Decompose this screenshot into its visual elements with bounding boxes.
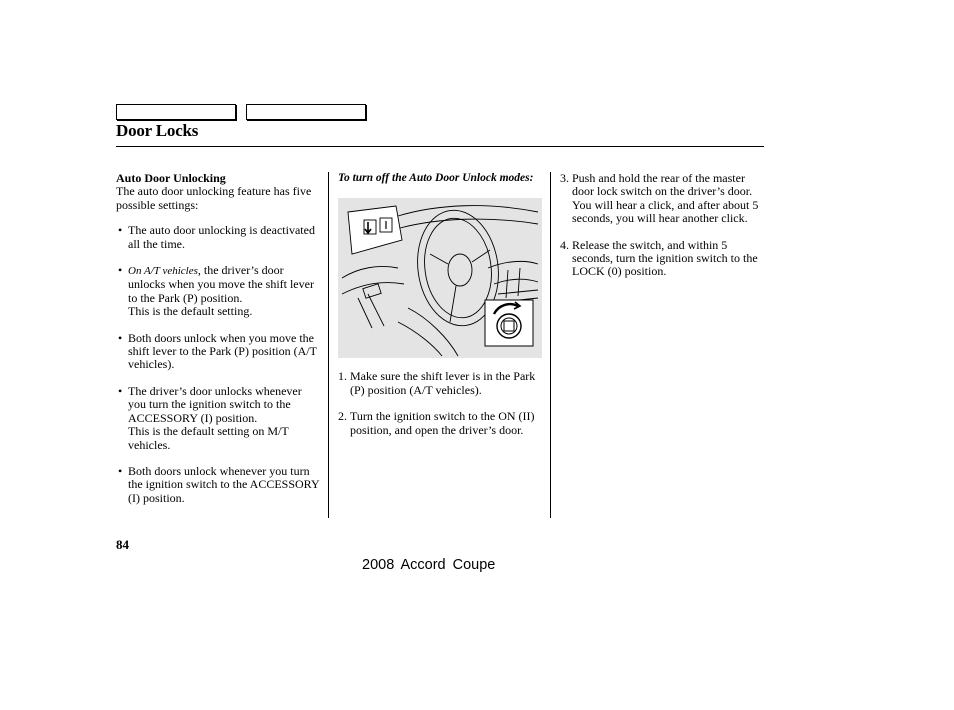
page-number: 84 bbox=[116, 537, 129, 552]
column-divider-2 bbox=[550, 172, 551, 518]
column-3 bbox=[560, 172, 764, 279]
step-number: 2. bbox=[338, 409, 347, 424]
list-item: • Both doors unlock whenever you turn the ignition switch to the ACCESSORY (I) position. bbox=[116, 465, 322, 505]
step-number: 3. bbox=[560, 171, 569, 185]
default-note: This is the default setting. bbox=[128, 304, 253, 319]
section-tab-2 bbox=[246, 104, 366, 120]
section-tab-1 bbox=[116, 104, 236, 120]
vehicle-qualifier: On A/T vehicles bbox=[128, 265, 198, 278]
step-number: 4. bbox=[560, 237, 569, 252]
list-item: • The driver’s door unlocks whenever you turn the ignition switch to the ACCESSORY (I) position. This is the default setting on M/T vehicles. bbox=[116, 385, 322, 452]
procedure-step: 2. Turn the ignition switch to the ON (II) position, and open the driver’s door. bbox=[338, 409, 535, 437]
footer-model-name: 2008 Accord Coupe bbox=[362, 557, 496, 573]
dashboard-illustration bbox=[338, 198, 542, 358]
section-heading: Auto Door Unlocking bbox=[116, 171, 226, 185]
intro-text: The auto door unlocking feature has five possible settings: bbox=[116, 184, 312, 212]
procedure-heading: To turn off the Auto Door Unlock modes: bbox=[338, 172, 534, 184]
dashboard-lock-switch-illustration bbox=[338, 198, 542, 358]
procedure-step: 3. Push and hold the rear of the master door lock switch on the driver’s door. You will hear a click, and after about 5 seconds, you will hear another click. bbox=[560, 171, 759, 226]
step-number: 1. bbox=[338, 369, 347, 384]
list-item: • Both doors unlock when you move the shift lever to the Park (P) position (A/T vehicles). bbox=[116, 332, 322, 372]
column-divider-1 bbox=[328, 172, 329, 518]
title-rule bbox=[116, 146, 764, 147]
page-title: Door Locks bbox=[116, 121, 199, 140]
default-note: This is the default setting on M/T vehicles. bbox=[128, 424, 289, 452]
column-1 bbox=[116, 172, 322, 505]
list-item: • On A/T vehicles, the driver’s door unlocks when you move the shift lever to the Park (P) position. This is the default setting. bbox=[116, 264, 322, 319]
column-2 bbox=[338, 172, 542, 437]
procedure-step: 1. Make sure the shift lever is in the Park (P) position (A/T vehicles). bbox=[338, 369, 536, 397]
list-item: • The auto door unlocking is deactivated all the time. bbox=[116, 224, 322, 251]
procedure-step: 4. Release the switch, and within 5 seconds, turn the ignition switch to the LOCK (0) position. bbox=[560, 237, 758, 279]
